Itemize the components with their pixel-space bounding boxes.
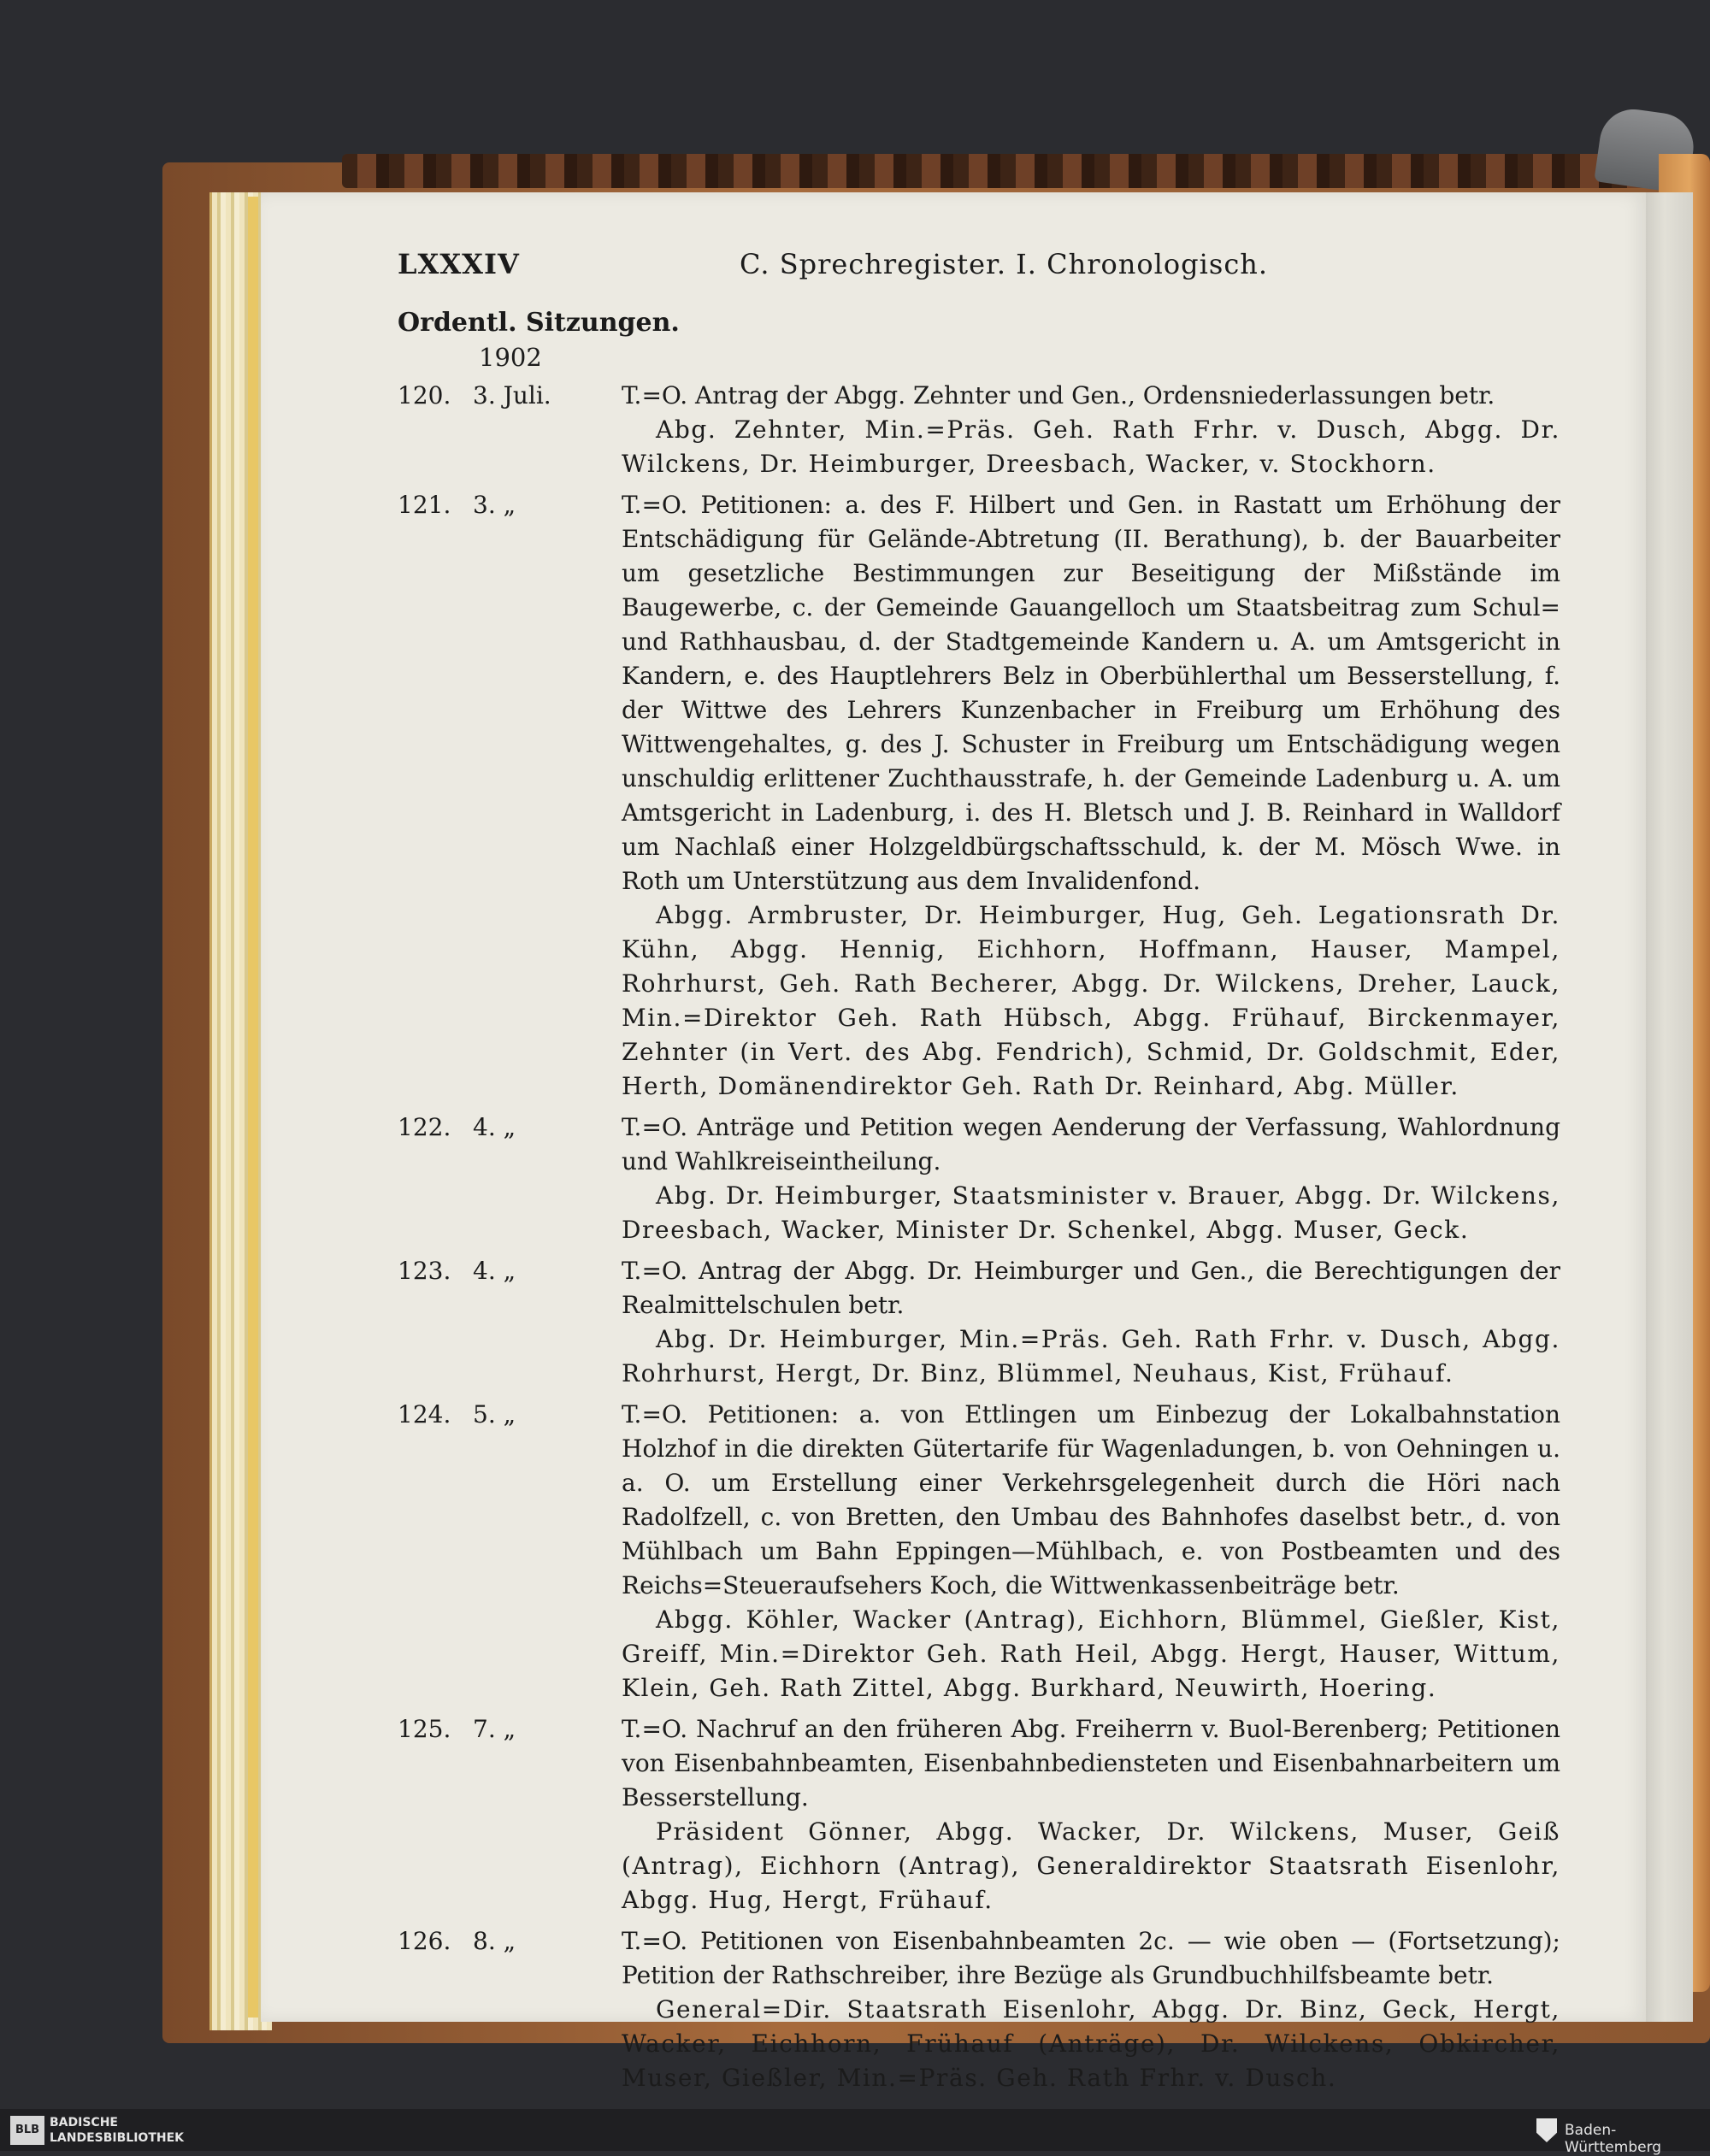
register-entry (398, 1924, 1560, 2095)
baden-wuerttemberg-label[interactable]: Baden-Württemberg (1565, 2122, 1662, 2156)
entry-speakers: Abg. Dr. Heimburger, Staatsminister v. Brauer, Abgg. Dr. Wilckens, Dreesbach, Wacker, Minister Dr. Schenkel, Abgg. Muser, Geck. (622, 1181, 1560, 1244)
entry-body (622, 488, 1560, 1104)
register-entry (398, 1254, 1560, 1391)
entry-date: 4. „ (473, 1257, 516, 1285)
entry-body (622, 1712, 1560, 1917)
entry-speakers: Abg. Zehnter, Min.=Präs. Geh. Rath Frhr. v. Dusch, Abgg. Dr. Wilckens, Dr. Heimburger, Dreesbach, Wacker, v. Stockhorn. (622, 415, 1560, 478)
register-entry (398, 1712, 1560, 1917)
entry-body (622, 379, 1560, 481)
register-entry (398, 1398, 1560, 1705)
entry-body (622, 1110, 1560, 1247)
entry-speakers: General=Dir. Staatsrath Eisenlohr, Abgg. Dr. Binz, Geck, Hergt, Wacker, Eichhorn, Frühauf (Anträge), Dr. Wilckens, Obkircher, Muser, Gießler, Min.=Präs. Geh. Rath Frhr. v. Dusch. (622, 1995, 1560, 2092)
entry-date: 8. „ (473, 1927, 516, 1955)
blb-logo[interactable]: BLB (10, 2116, 44, 2145)
entry-number: 124. (398, 1400, 451, 1428)
entry-topic: T.=O. Nachruf an den früheren Abg. Freiherrn v. Buol-Berenberg; Petitionen von Eisenbahnbeamten, Eisenbahnbediensteten und Eisenbahnarbeitern um Besserstellung. (622, 1715, 1560, 1811)
entry-topic: T.=O. Anträge und Petition wegen Aenderung der Verfassung, Wahlordnung und Wahlkreiseintheilung. (622, 1113, 1560, 1175)
page-content (398, 248, 1560, 2095)
entry-speakers: Abg. Dr. Heimburger, Min.=Präs. Geh. Rath Frhr. v. Dusch, Abgg. Rohrhurst, Hergt, Dr. Binz, Blümmel, Neuhaus, Kist, Frühauf. (622, 1325, 1560, 1387)
entry-number: 120. (398, 381, 451, 409)
register-entry (398, 1110, 1560, 1247)
entry-body (622, 1398, 1560, 1705)
entry-number: 126. (398, 1927, 451, 1955)
marbled-cover-edge (342, 154, 1667, 188)
entry-date: 3. „ (473, 491, 516, 519)
entry-body (622, 1924, 1560, 2095)
entry-speakers: Präsident Gönner, Abgg. Wacker, Dr. Wilckens, Muser, Geiß (Antrag), Eichhorn (Antrag), Generaldirektor Staatsrath Eisenlohr, Abgg. Hug, Hergt, Frühauf. (622, 1817, 1560, 1914)
register-entry (398, 379, 1560, 481)
entry-number: 122. (398, 1113, 451, 1141)
page-title: C. Sprechregister. I. Chronologisch. (740, 248, 1269, 280)
entry-topic: T.=O. Antrag der Abgg. Dr. Heimburger und Gen., die Berechtigungen der Realmittelschulen betr. (622, 1257, 1560, 1319)
library-name: BADISCHE LANDESBIBLIOTHEK (50, 2116, 185, 2145)
entry-topic: T.=O. Antrag der Abgg. Zehnter und Gen., Ordensniederlassungen betr. (622, 381, 1495, 409)
entry-list (398, 379, 1560, 2095)
facing-page-edge (1646, 192, 1693, 2022)
viewer-footer (0, 2109, 1710, 2151)
entry-date: 4. „ (473, 1113, 516, 1141)
page-folio: LXXXIV (398, 248, 520, 280)
register-entry (398, 488, 1560, 1104)
entry-date: 3. Juli. (473, 381, 551, 409)
entry-topic: T.=O. Petitionen: a. des F. Hilbert und Gen. in Rastatt um Erhöhung der Entschädigung für Gelände-Abtretung (II. Berathung), b. der Bauarbeiter um gesetzliche Bestimmungen zur Beseitigung der Mißstände im Baugewerbe, c. der Gemeinde Gauangelloch um Staatsbeitrag zum Schul= und Rathhausbau, d. der Stadtgemeinde Kandern u. A. um Amtsgericht in Kandern, e. des Hauptlehrers Belz in Oberbühlerthal um Besserstellung, f. der Wittwe des Lehrers Kunzenbacher in Freiburg um Erhöhung des Wittwengehaltes, g. des J. Schuster in Freiburg um Entschädigung wegen unschuldig erlittener Zuchthausstrafe, h. der Gemeinde Ladenburg u. A. um Amtsgericht in Ladenburg, i. des H. Bletsch und J. B. Reinhard in Walldorf um Nachlaß einer Holzgeldbürgschaftsschuld, k. der M. Mösch Wwe. in Roth um Unterstützung aus dem Invalidenfond. (622, 491, 1560, 895)
gilded-page-edge (248, 197, 258, 2018)
entry-number: 123. (398, 1257, 451, 1285)
running-head (398, 248, 1560, 299)
entry-date: 5. „ (473, 1400, 516, 1428)
entry-topic: T.=O. Petitionen von Eisenbahnbeamten 2c. — wie oben — (Fortsetzung); Petition der Rathschreiber, ihre Bezüge als Grundbuchhilfsbeamte betr. (622, 1927, 1560, 1989)
entry-body (622, 1254, 1560, 1391)
year-label: 1902 (479, 343, 542, 372)
entry-number: 125. (398, 1715, 451, 1743)
section-label: Ordentl. Sitzungen. (398, 308, 680, 338)
entry-speakers: Abgg. Köhler, Wacker (Antrag), Eichhorn, Blümmel, Gießler, Kist, Greiff, Min.=Direktor Geh. Rath Heil, Abgg. Hergt, Hauser, Wittum, Klein, Geh. Rath Zittel, Abgg. Burkhard, Neuwirth, Hoering. (622, 1605, 1560, 1702)
entry-number: 121. (398, 491, 451, 519)
entry-topic: T.=O. Petitionen: a. von Ettlingen um Einbezug der Lokalbahnstation Holzhof in die direkten Gütertarife für Wagenladungen, b. von Oehningen u. a. O. um Erstellung einer Verkehrsgelegenheit durch die Höri nach Radolfzell, c. von Bretten, den Umbau des Bahnhofes daselbst betr., d. von Mühlbach um Bahn Eppingen—Mühlbach, e. von Postbeamten und des Reichs=Steueraufsehers Koch, die Wittwenkassenbeiträge betr. (622, 1400, 1560, 1599)
entry-speakers: Abgg. Armbruster, Dr. Heimburger, Hug, Geh. Legationsrath Dr. Kühn, Abgg. Hennig, Eichhorn, Hoffmann, Hauser, Mampel, Rohrhurst, Geh. Rath Becherer, Abgg. Dr. Wilckens, Dreher, Lauck, Min.=Direktor Geh. Rath Hübsch, Abgg. Frühauf, Birckenmayer, Zehnter (in Vert. des Abg. Fendrich), Schmid, Dr. Goldschmit, Eder, Herth, Domänendirektor Geh. Rath Dr. Reinhard, Abg. Müller. (622, 901, 1560, 1100)
entry-date: 7. „ (473, 1715, 516, 1743)
